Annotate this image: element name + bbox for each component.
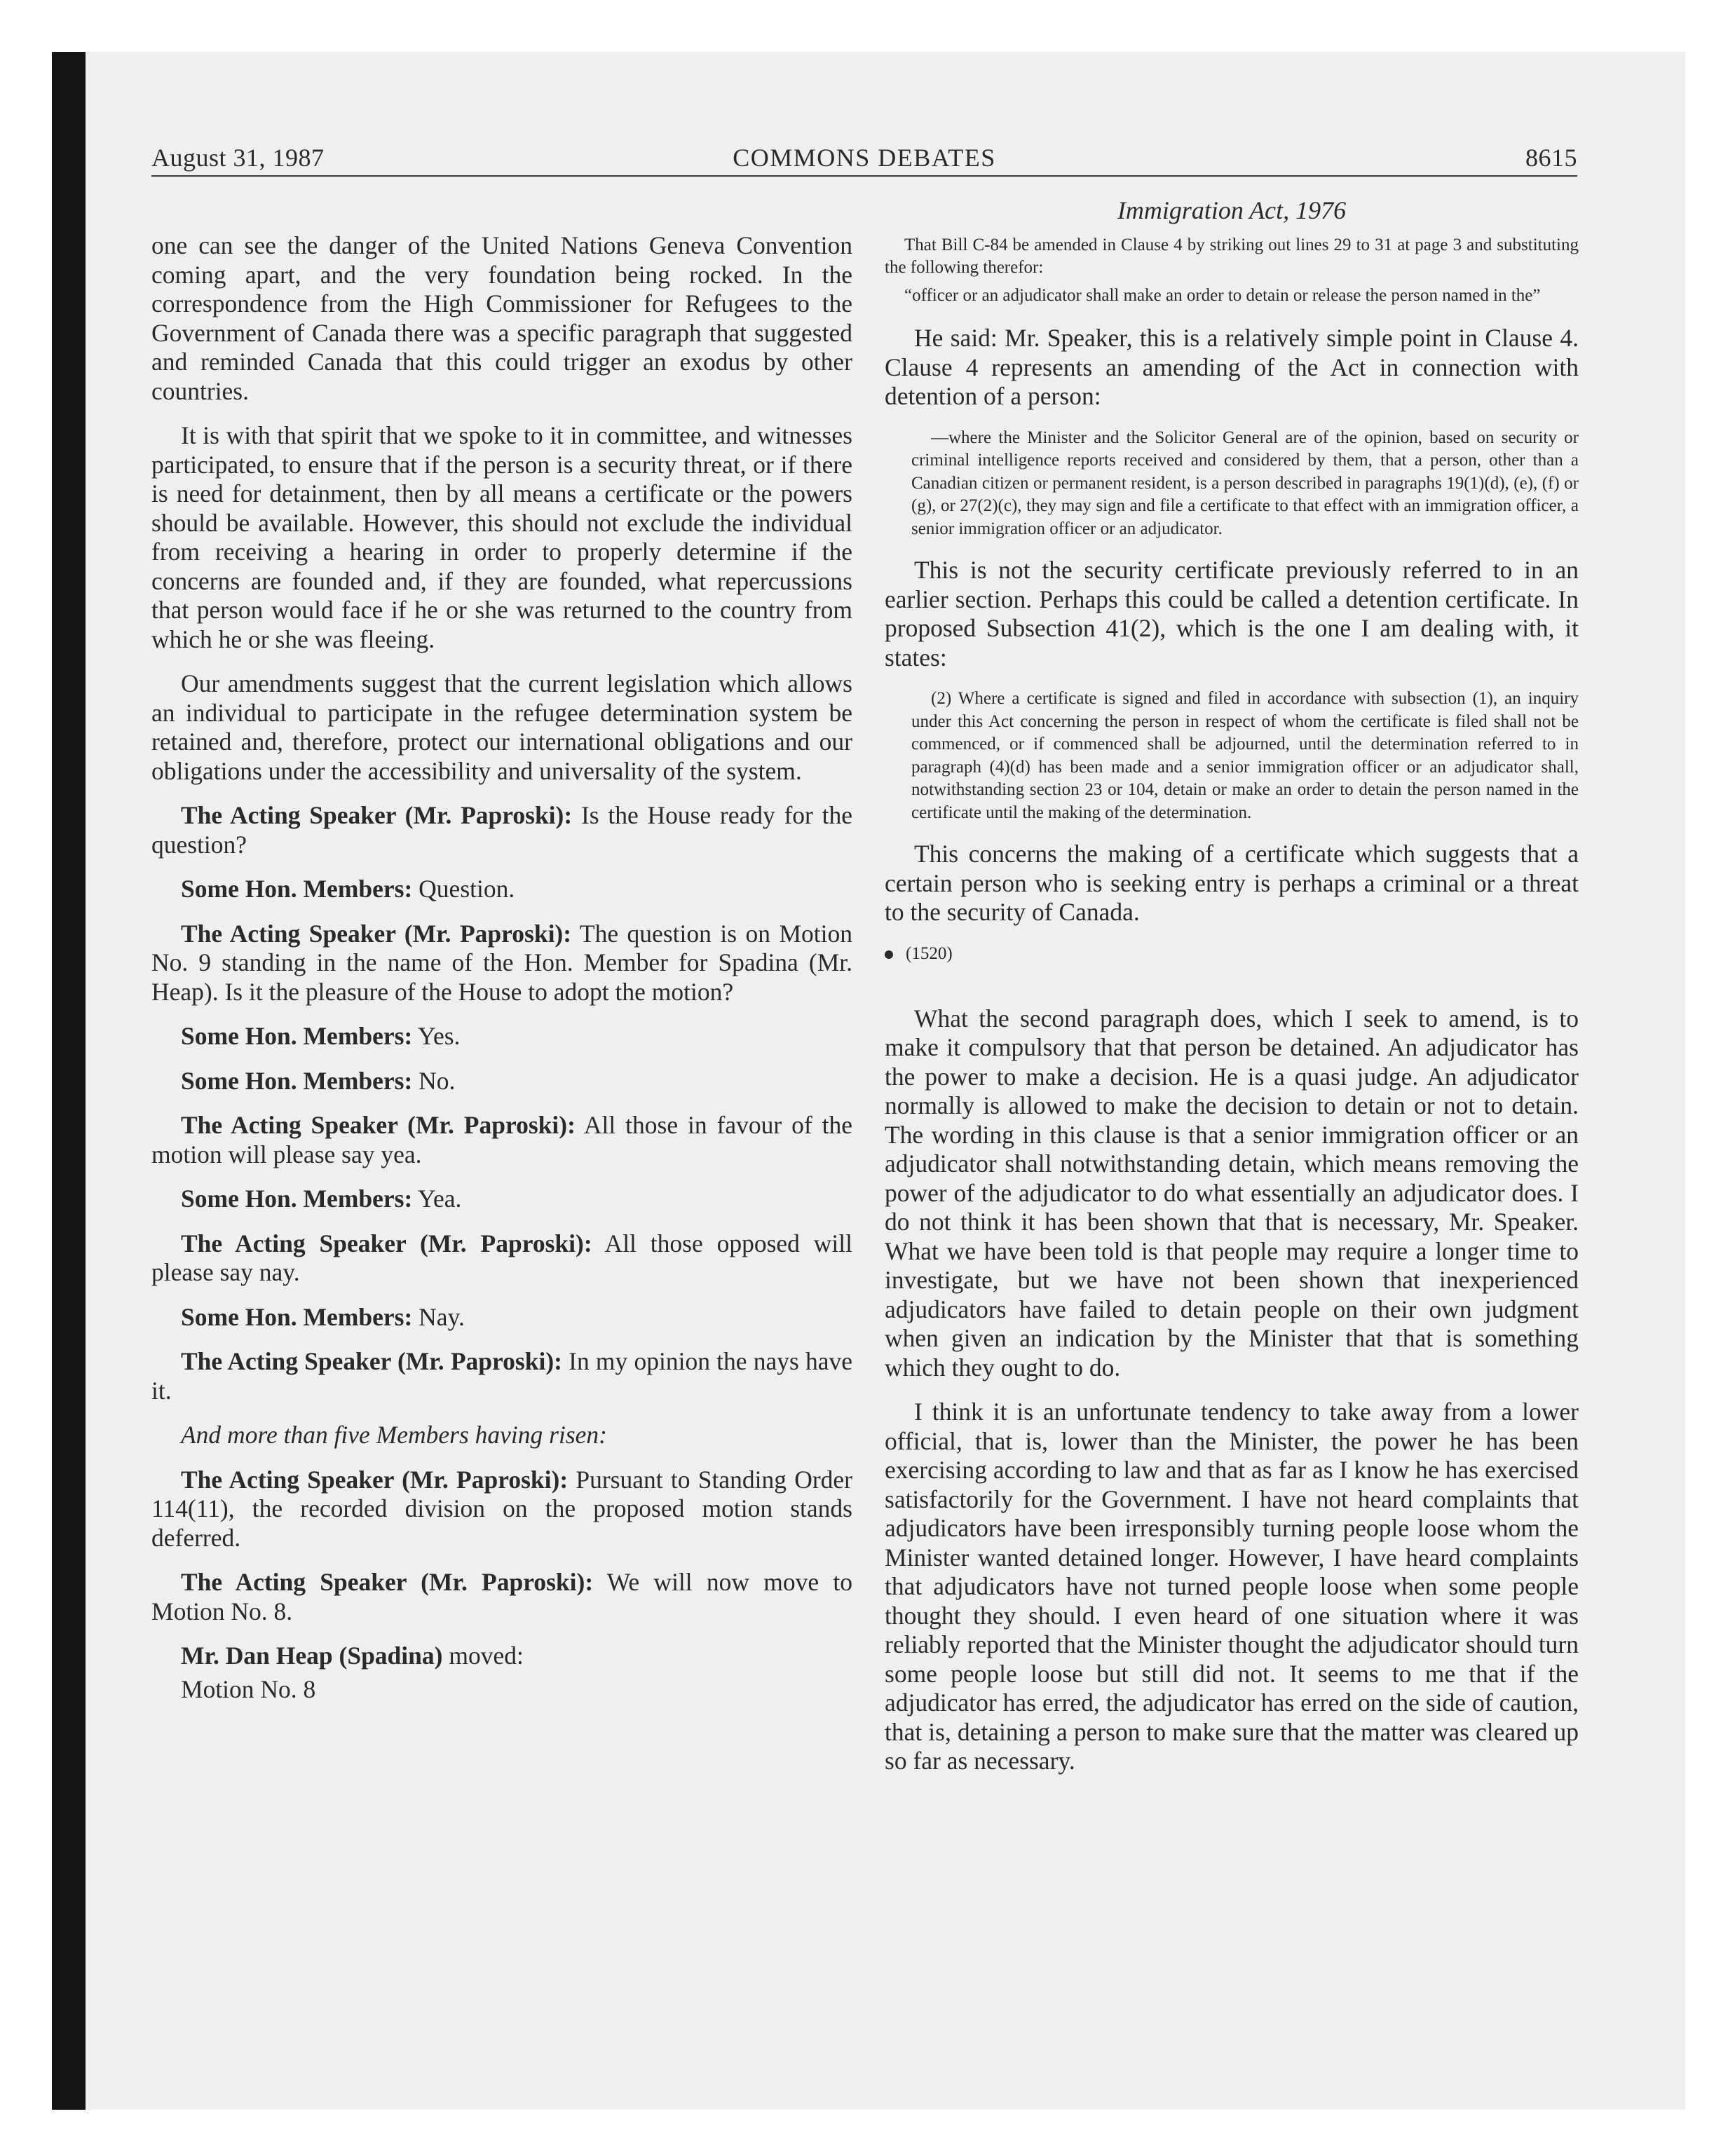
speaker-name: The Acting Speaker (Mr. Paproski): [181,1229,592,1257]
speech [151,1185,852,1214]
speech [151,875,852,904]
speech-text: Pursuant to Standing Order 114(11), the recorded division on the proposed motion stands deferred. [151,1465,852,1552]
speaker-name: Some Hon. Members: [181,1022,413,1050]
section-title: Immigration Act, 1976 [1117,196,1347,224]
header-title: COMMONS DEBATES [733,144,996,172]
motion-quote: “officer or an adjudicator shall make an order to detain or release the person named in the” [904,286,1541,305]
motion-text: That Bill C-84 be amended in Clause 4 by striking out lines 29 to 31 at page 3 and substituting the following therefor: [885,236,1579,277]
speech-text: Yes. [412,1022,461,1050]
paragraph: It is with that spirit that we spoke to it in committee, and witnesses participated, to ensure that if the person is a security threat, or if there is need for detainment, then by all means a certificate or the powers should be available. However, this should not exclude the individual from receiving a hearing in order to properly determine if the concerns are founded and, if they are founded, what repercussions that person would face if he or she was returned to the country from which he or she was fleeing. [151,421,852,653]
speech-text: No. [412,1066,456,1095]
motion-label: Motion No. 8 [181,1674,316,1703]
speech [151,1022,852,1051]
speech-text: Question. [412,875,515,903]
stage-direction: And more than five Members having risen: [181,1421,607,1449]
left-column [151,231,852,1704]
speech [151,1229,852,1288]
speaker-name: Some Hon. Members: [181,1302,413,1331]
speech [151,1111,852,1169]
block-quote: (2) Where a certificate is signed and filed in accordance with subsection (1), an inquiry under this Act concerning the person in respect of whom the certificate is filed shall not be commenced, or if commenced shall be adjourned, until the determination referred to in paragraph (4)(d) has been made and a senior immigration officer or an adjudicator shall, notwithstanding section 23 or 104, detain or make an order to detain the person named in the certificate until the making of the determination. [911,689,1579,822]
speech-text: Nay. [412,1302,465,1331]
speech-text: All those opposed will please say nay. [151,1229,852,1286]
speech [151,1466,852,1553]
speech-text: Is the House ready for the question? [151,801,852,859]
paragraph: This concerns the making of a certificate which suggests that a certain person who is seeking entry is perhaps a criminal or a threat to the security of Canada. [885,840,1579,926]
speaker-name: The Acting Speaker (Mr. Paproski): [181,1347,562,1375]
header-date: August 31, 1987 [151,144,325,172]
speaker-name: Mr. Dan Heap (Spadina) [181,1642,443,1670]
speech-text: We will now move to Motion No. 8. [151,1568,852,1625]
speech [151,1303,852,1332]
paragraph: This is not the security certificate previously referred to in an earlier section. Perhaps this could be called a detention certificate. In proposed Subsection 41(2), which is the one I am dealing with, it states: [885,556,1579,671]
speaker-name: Some Hon. Members: [181,1185,413,1213]
paragraph: one can see the danger of the United Nations Geneva Convention coming apart, and the very foundation being rocked. In the correspondence from the High Commissioner for Refugees to the Government of Canada there was a specific paragraph that suggested and reminded Canada that this could trigger an exodus by other countries. [151,231,852,405]
right-column [885,196,1579,1792]
speech [151,1642,852,1671]
speech [151,801,852,859]
speech [151,920,852,1007]
speaker-name: The Acting Speaker (Mr. Paproski): [181,919,572,948]
speaker-name: The Acting Speaker (Mr. Paproski): [181,1465,569,1494]
block-quote: —where the Minister and the Solicitor General are of the opinion, based on security or criminal intelligence reports received and considered by them, that a person, other than a Canadian citizen or permanent resident, is a person described in paragraphs 19(1)(d), (e), (f) or (g), or 27(2)(c), they may sign and file a certificate to that effect with an immigration officer, a senior immigration officer or an adjudicator. [911,428,1579,538]
binding-edge [52,52,86,2110]
bullet-icon [885,950,893,959]
speech [151,1568,852,1626]
paragraph: He said: Mr. Speaker, this is a relatively simple point in Clause 4. Clause 4 represents an amending of the Act in connection with detention of a person: [885,324,1579,410]
speech-text: All those in favour of the motion will please say yea. [151,1111,852,1168]
speech [151,1347,852,1405]
time-mark [885,943,1579,965]
speech-text: moved: [442,1642,524,1670]
paragraph: What the second paragraph does, which I seek to amend, is to make it compulsory that that person be detained. An adjudicator has the power to make a decision. He is a quasi judge. An adjudicator normally is allowed to make the decision to detain or not to detain. The wording in this clause is that a senior immigration officer or an adjudicator shall notwithstanding detain, which means removing the power of the adjudicator to do what essentially an adjudicator does. I do not think it has been shown that that is necessary, Mr. Speaker. What we have been told is that people may require a longer time to investigate, but we have not been shown that inexperienced adjudicators have failed to detain people on their own judgment when given an indication by the Minister that that is something which they ought to do. [885,1004,1579,1381]
speech-text: Yea. [412,1185,462,1213]
speech-text: The question is on Motion No. 9 standing in the name of the Hon. Member for Spadina (Mr. Heap). Is it the pleasure of the House to adopt the motion? [151,919,852,1006]
speech [151,1067,852,1096]
speaker-name: Some Hon. Members: [181,875,413,903]
paragraph: Our amendments suggest that the current legislation which allows an individual to participate in the refugee determination system be retained and, therefore, protect our international obligations and our obligations under the accessibility and universality of the system. [151,669,852,785]
time-mark-text: (1520) [906,943,953,963]
speaker-name: Some Hon. Members: [181,1066,413,1095]
header-page-number: 8615 [1525,144,1577,172]
page-header [151,140,1577,175]
speech-text: In my opinion the nays have it. [151,1347,852,1405]
speaker-name: The Acting Speaker (Mr. Paproski): [181,801,573,829]
paragraph: I think it is an unfortunate tendency to take away from a lower official, that is, lower than the Minister, the power he has been exercising according to law and that as far as I know he has exercised satisfactorily for the Government. I have not heard complaints that adjudicators have been irresponsibly turning people loose whom the Minister wanted detained longer. However, I have heard complaints that adjudicators have not turned people loose when some people thought they should. I even heard of one situation where it was reliably reported that the Minister thought the adjudicator should turn some people loose but still did not. It seems to me that if the adjudicator has erred, the adjudicator has erred on the side of caution, that is, detaining a person to make sure that the matter was cleared up so far as necessary. [885,1398,1579,1775]
speaker-name: The Acting Speaker (Mr. Paproski): [181,1111,576,1139]
header-rule [151,175,1577,177]
speaker-name: The Acting Speaker (Mr. Paproski): [181,1568,594,1596]
